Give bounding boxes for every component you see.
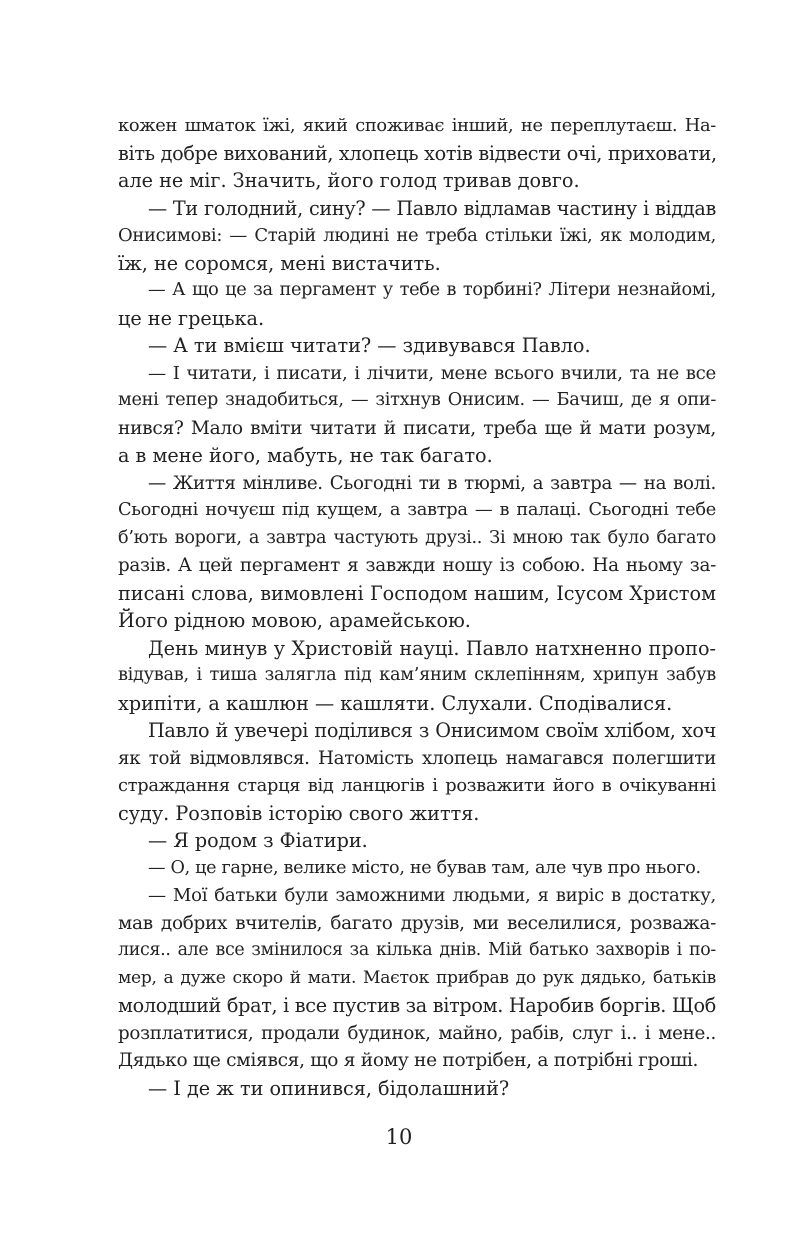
text-line: писані слова, вимовлені Господом нашим, Ісусом Христом bbox=[118, 581, 716, 605]
text-line: — А що це за пергамент у тебе в торбині? Літери незнайомі, bbox=[148, 280, 716, 300]
text-line: їж, не соромся, мені вистачить. bbox=[118, 251, 441, 275]
text-line: Сьогодні ночуєш під кущем, а завтра — в палаці. Сьогодні тебе bbox=[118, 500, 716, 520]
text-line: суду. Розповів історію свого життя. bbox=[118, 801, 480, 825]
text-line: День минув у Христовій науці. Павло натхненно пропо- bbox=[148, 636, 716, 660]
text-line: але не міг. Значить, його голод тривав довго. bbox=[118, 169, 580, 192]
text-line: віть добре вихований, хлопець хотів відвести очі, приховати, bbox=[118, 141, 717, 165]
text-line: — Ти голодний, сину? — Павло відламав частину і віддав bbox=[148, 196, 716, 220]
text-line: розплатитися, продали будинок, майно, рабів, слуг і.. і мене.. bbox=[118, 1022, 716, 1044]
text-line: а в мене його, мабуть, не так багато. bbox=[118, 444, 493, 467]
text-line: хрипіти, а кашлюн — кашляти. Слухали. Сподівалися. bbox=[118, 691, 673, 715]
body-text bbox=[118, 112, 716, 1102]
text-line: кожен шматок їжі, який споживає інший, не переплутаєш. На- bbox=[118, 115, 716, 136]
text-line: як той відмовлявся. Натомість хлопець намагався полегшити bbox=[118, 747, 716, 769]
text-line: молодший брат, і все пустив за вітром. Наробив боргів. Щоб bbox=[118, 994, 716, 1017]
text-line: б’ють вороги, а завтра частують друзі.. Зі мною так було багато bbox=[118, 527, 716, 548]
text-line: — Мої батьки були заможними людьми, я виріс в достатку, bbox=[148, 885, 716, 906]
text-line: відував, і тиша залягла під кам’яним склепінням, хрипун забув bbox=[118, 665, 716, 685]
text-line: — Я родом з Фіатири. bbox=[148, 829, 368, 852]
text-line: Його рідною мовою, арамейською. bbox=[118, 609, 471, 632]
text-line: разів. А цей пергамент я завжди ношу із собою. На ньому за- bbox=[118, 555, 716, 576]
text-line: — А ти вмієш читати? — здивувався Павло. bbox=[148, 334, 591, 357]
text-line: Онисимові: — Старій людині не треба стільки їжі, як молодим, bbox=[118, 225, 716, 246]
text-line: лися.. але все змінилося за кілька днів. Мій батько захворів і по- bbox=[118, 940, 716, 960]
text-line: Дядько ще сміявся, що я йому не потрібен, а потрібні гроші. bbox=[118, 1050, 699, 1071]
text-line: мені тепер знадобиться, — зітхнув Онисим. — Бачиш, де я опи- bbox=[118, 390, 716, 410]
text-line: — Життя мінливе. Сьогодні ти в тюрмі, а завтра — на волі. bbox=[148, 472, 716, 494]
text-line: це не грецька. bbox=[118, 306, 265, 330]
text-line: мав добрих вчителів, багато друзів, ми веселилися, розважа- bbox=[118, 912, 716, 934]
text-line: мер, а дуже скоро й мати. Маєток прибрав до рук дядько, батьків bbox=[118, 967, 716, 988]
text-line: нився? Мало вміти читати й писати, треба ще й мати розум, bbox=[118, 417, 716, 439]
text-line: — І де ж ти опинився, бідолашний? bbox=[148, 1076, 510, 1100]
text-line: — І читати, і писати, і лічити, мене всього вчили, та не все bbox=[148, 362, 716, 384]
text-line: Павло й увечері поділився з Онисимом своїм хлібом, хоч bbox=[148, 719, 716, 742]
text-line: страждання старця від ланцюгів і розважити його в очікуванні bbox=[118, 775, 716, 796]
page-number: 10 bbox=[385, 1125, 413, 1149]
text-line: — О, це гарне, велике місто, не бував там, але чув про нього. bbox=[148, 857, 701, 878]
